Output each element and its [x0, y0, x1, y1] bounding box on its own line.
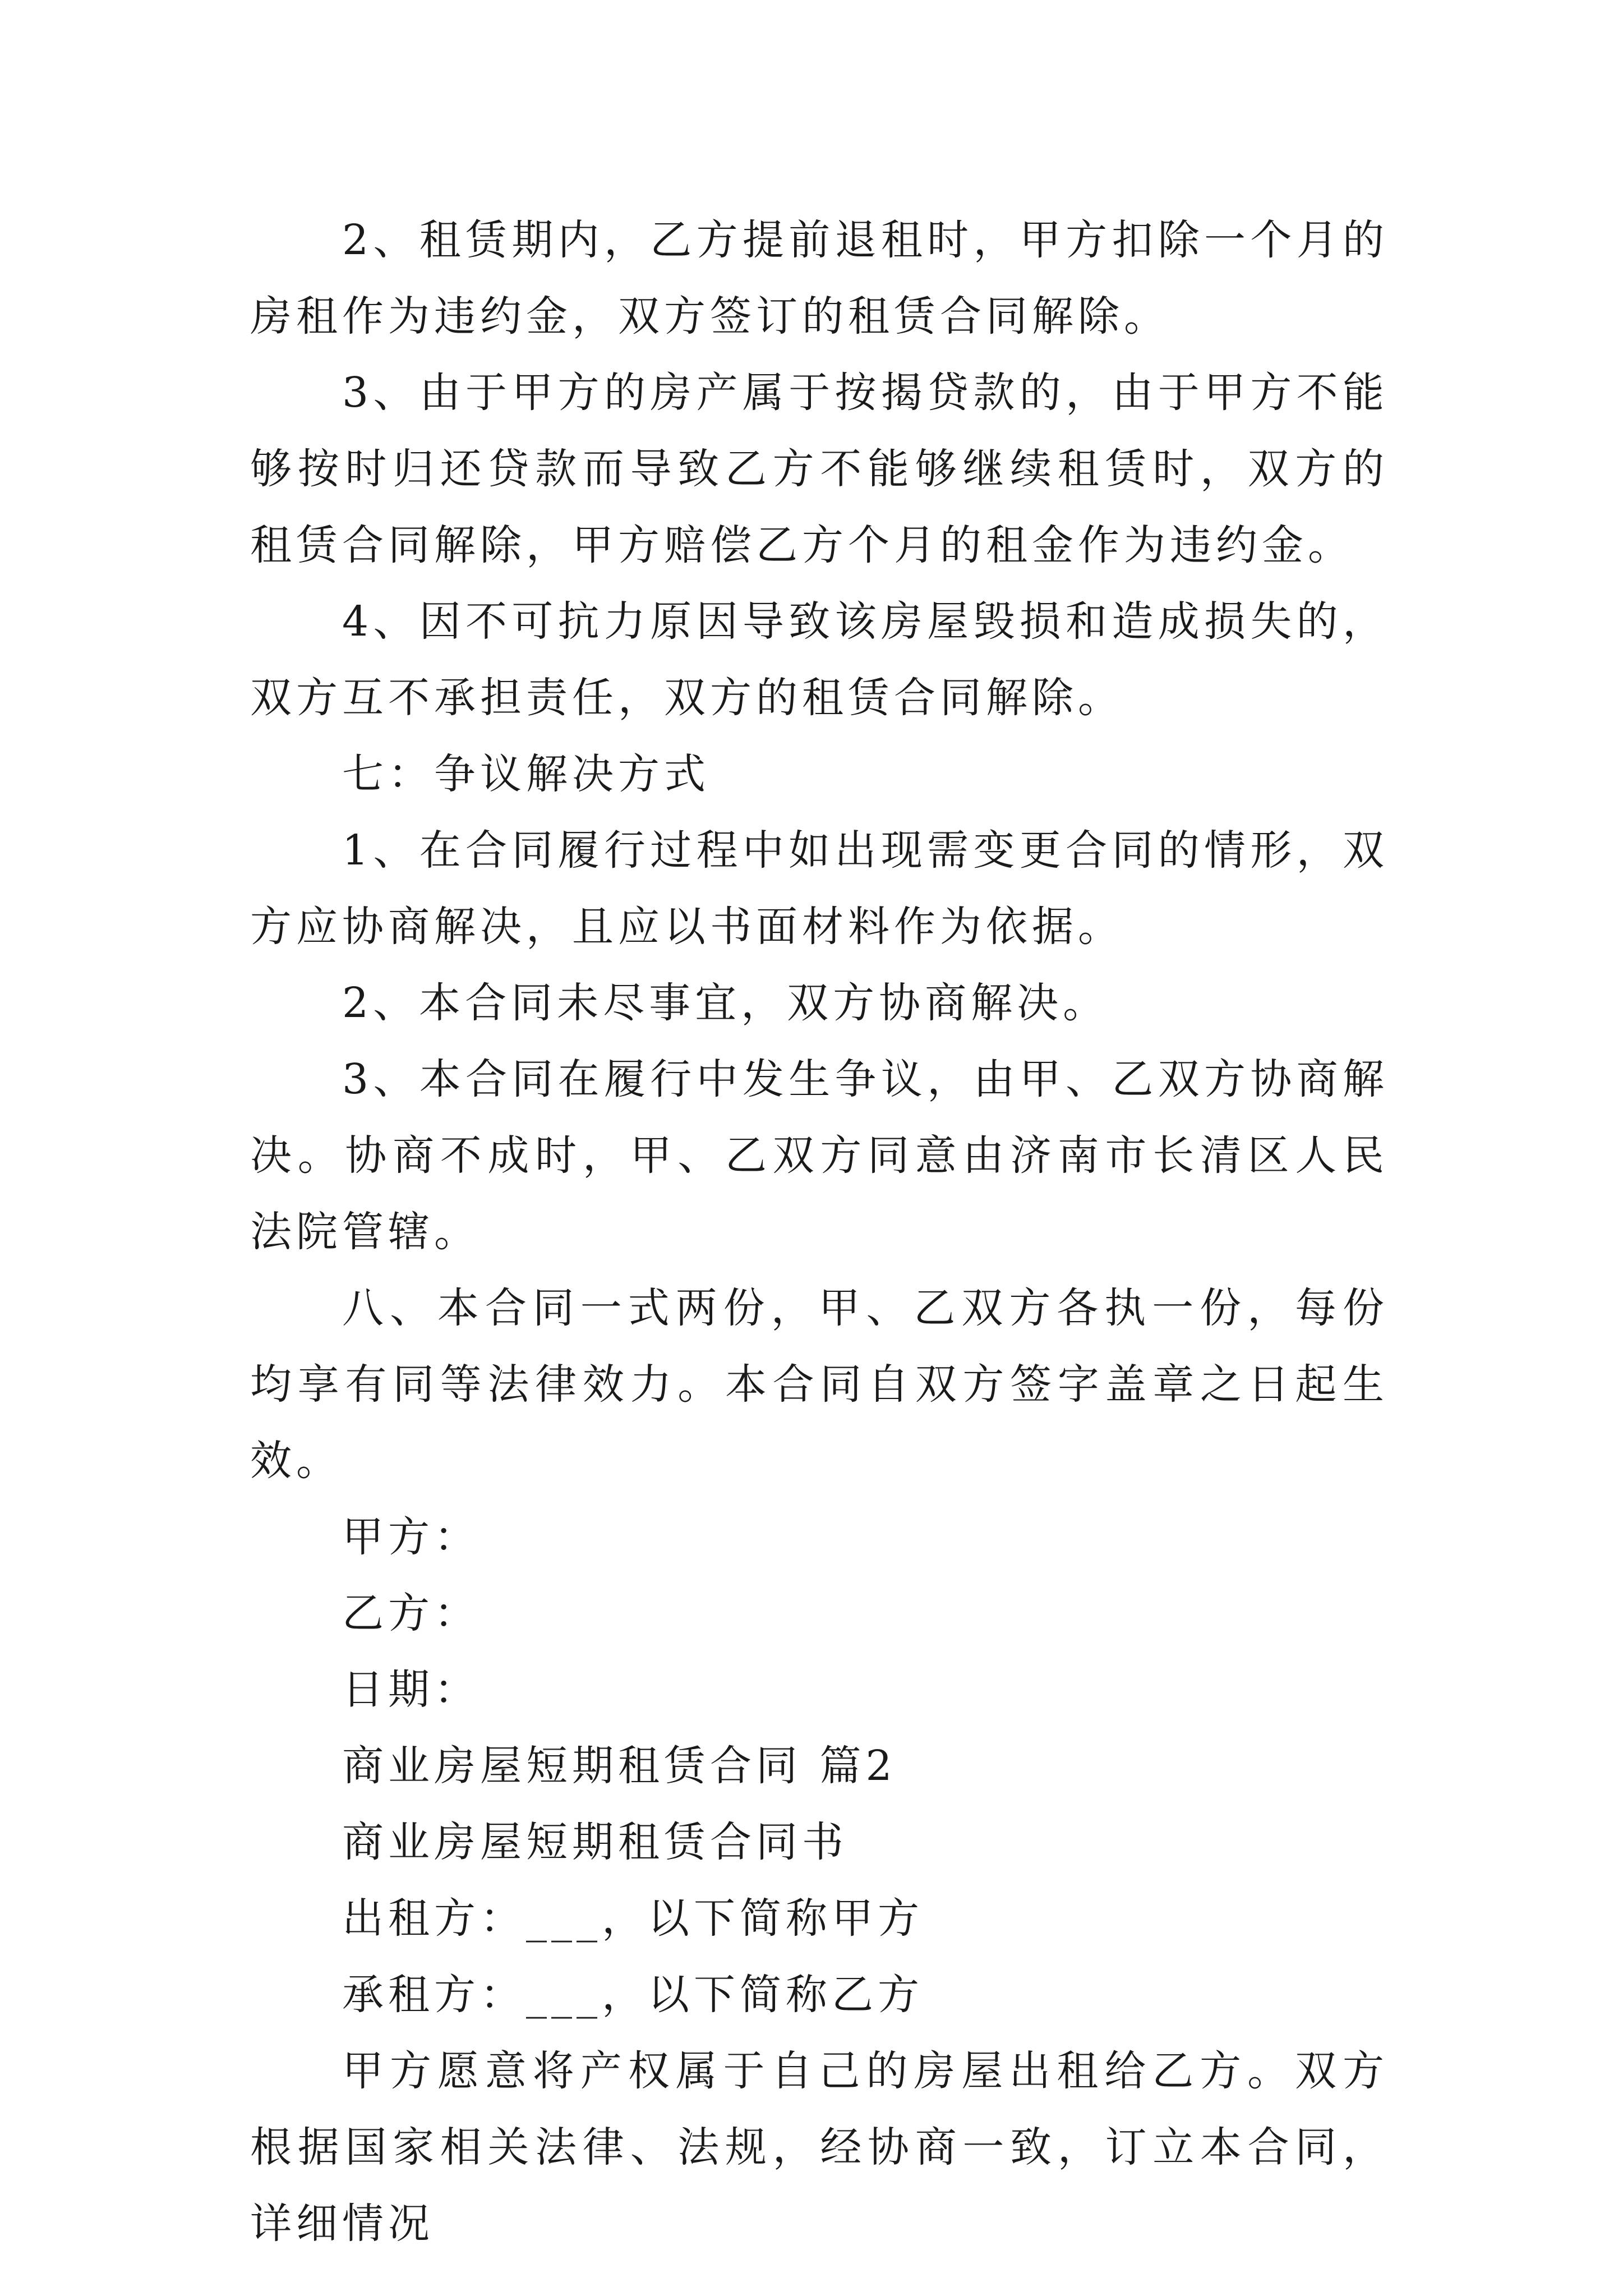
lessee-line: 承租方：___，以下简称乙方 [342, 1971, 924, 2019]
contract-title: 商业房屋短期租赁合同书 [342, 1818, 848, 1866]
signature-party-b: 乙方： [342, 1589, 480, 1637]
paragraph-clause-6-3: 3、由于甲方的房产属于按揭贷款的，由于甲方不能够按时归还贷款而导致乙方不能够继续租赁时，双方的租赁合同解除，甲方赔偿乙方个月的租金作为违约金。 [250, 369, 1389, 569]
paragraph-clause-7-2: 2、本合同未尽事宜，双方协商解决。 [342, 979, 1109, 1027]
section-heading-dispute: 七：争议解决方式 [342, 750, 710, 798]
lessor-line: 出租方：___，以下简称甲方 [342, 1894, 924, 1943]
signature-date: 日期： [342, 1665, 480, 1714]
paragraph-clause-8: 八、本合同一式两份，甲、乙双方各执一份，每份均享有同等法律效力。本合同自双方签字盖章之日起生效。 [250, 1284, 1389, 1485]
paragraph-clause-6-2: 2、租赁期内，乙方提前退租时，甲方扣除一个月的房租作为违约金，双方签订的租赁合同解除。 [250, 216, 1389, 341]
paragraph-clause-7-1: 1、在合同履行过程中如出现需变更合同的情形，双方应协商解决，且应以书面材料作为依据。 [250, 826, 1389, 951]
paragraph-intro: 甲方愿意将产权属于自己的房屋出租给乙方。双方根据国家相关法律、法规，经协商一致，订立本合同，详细情况 [250, 2047, 1389, 2248]
section-title-part-2: 商业房屋短期租赁合同 篇2 [342, 1742, 897, 1790]
document-body [250, 202, 1389, 2262]
paragraph-clause-6-4: 4、因不可抗力原因导致该房屋毁损和造成损失的，双方互不承担责任，双方的租赁合同解除。 [250, 597, 1389, 722]
paragraph-clause-7-3: 3、本合同在履行中发生争议，由甲、乙双方协商解决。协商不成时，甲、乙双方同意由济南市长清区人民法院管辖。 [250, 1055, 1389, 1256]
signature-party-a: 甲方： [342, 1513, 480, 1561]
